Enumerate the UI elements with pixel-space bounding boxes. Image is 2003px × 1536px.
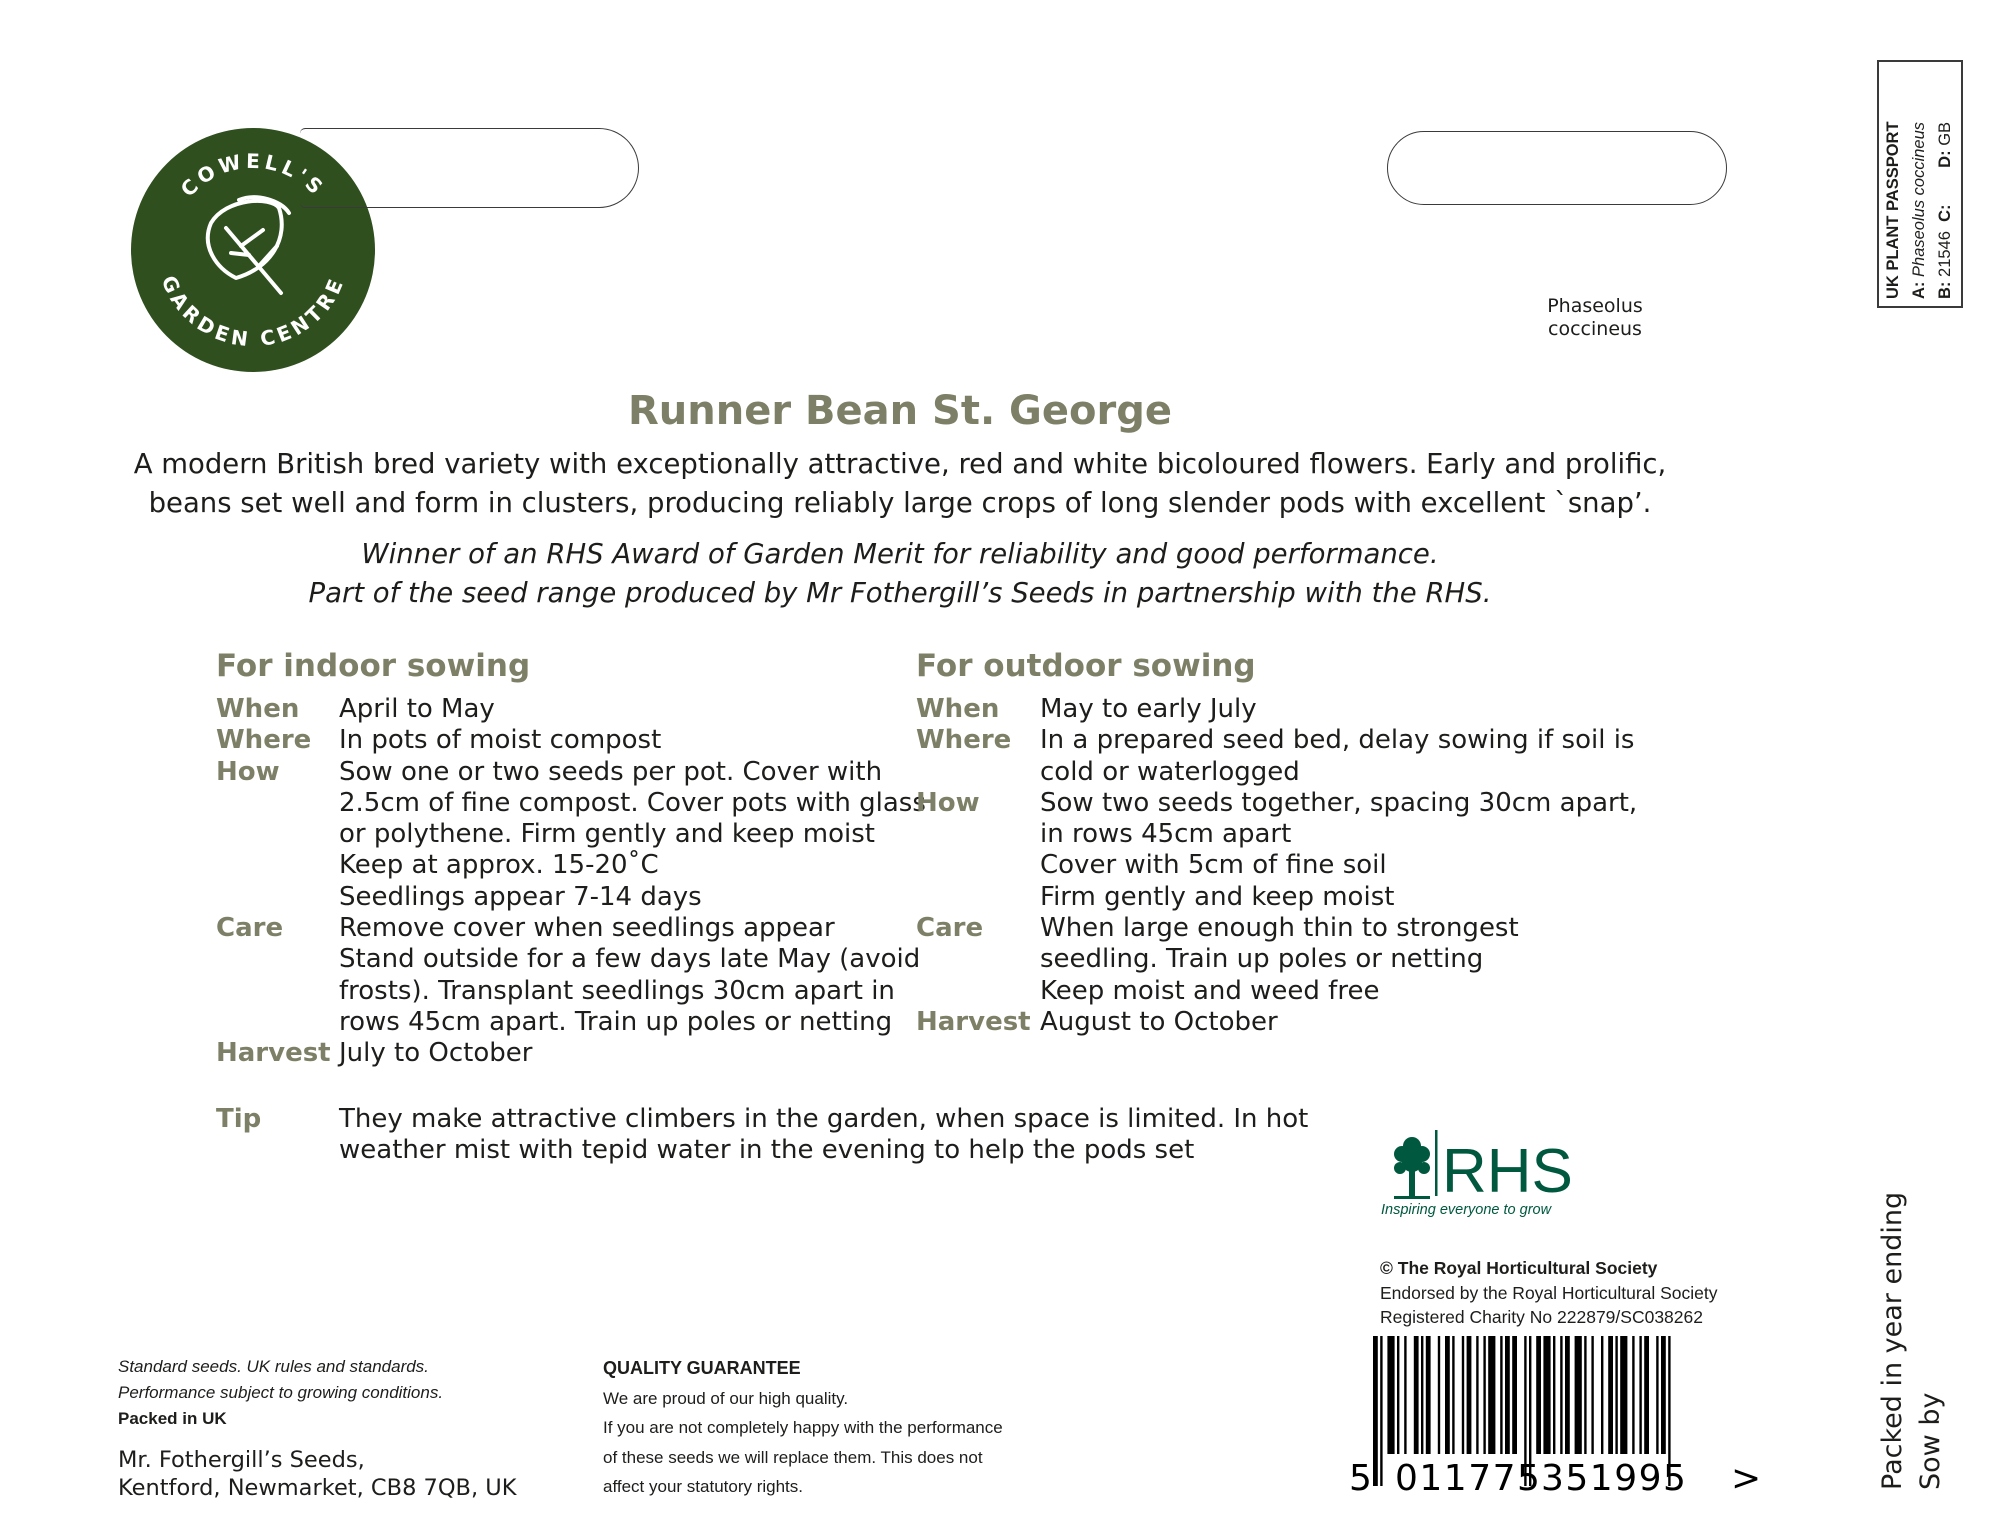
quality-line: If you are not completely happy with the performance	[603, 1418, 1003, 1437]
packed-in-year-ending: Packed in year ending	[1877, 1191, 1908, 1490]
award-text	[100, 535, 1700, 613]
barcode-bar	[1500, 1336, 1502, 1454]
barcode-bar	[1483, 1336, 1485, 1454]
barcode-bar	[1404, 1336, 1406, 1454]
row-text: Firm gently and keep moist	[1040, 881, 1395, 912]
outdoor-sowing-table	[916, 694, 1637, 1038]
award-line: Winner of an RHS Award of Garden Merit for reliability and good performance.	[361, 538, 1439, 570]
barcode-bar	[1620, 1336, 1627, 1454]
packed-in-uk: Packed in UK	[118, 1409, 227, 1428]
packet-window-left	[300, 128, 639, 208]
passport-a-value: Phaseolus coccineus	[1910, 121, 1928, 277]
company-address	[118, 1446, 517, 1502]
table-row	[916, 1007, 1637, 1038]
passport-c-label: C:	[1936, 204, 1954, 222]
tip-label: Tip	[216, 1104, 262, 1134]
seed-standards	[118, 1354, 443, 1432]
barcode-first-digit: 5	[1349, 1458, 1372, 1496]
rhs-endorsed: Endorsed by the Royal Horticultural Society	[1380, 1282, 1718, 1303]
row-text: frosts). Transplant seedlings 30cm apart in	[339, 975, 895, 1006]
row-text: Keep moist and weed free	[1040, 975, 1380, 1006]
row-label: Harvest	[216, 1038, 331, 1069]
barcode-bar	[1445, 1336, 1450, 1454]
rhs-copyright: © The Royal Horticultural Society	[1380, 1258, 1658, 1278]
row-text: In pots of moist compost	[339, 725, 662, 756]
row-text: Remove cover when seedlings appear	[339, 913, 835, 944]
row-text: May to early July	[1040, 694, 1257, 724]
barcode-bar	[1553, 1336, 1555, 1454]
botanical-genus: Phaseolus	[1547, 295, 1643, 317]
barcode-bar	[1488, 1336, 1495, 1454]
barcode-bar	[1373, 1336, 1378, 1486]
product-title: Runner Bean St. George	[627, 388, 1172, 434]
table-row	[216, 694, 926, 725]
product-description	[100, 445, 1700, 523]
tip-text: weather mist with tepid water in the evening to help the pods set	[339, 1135, 1195, 1166]
quality-line: of these seeds we will replace them. This does not	[603, 1447, 983, 1467]
row-text: rows 45cm apart. Train up poles or netting	[339, 1006, 893, 1037]
barcode-left-digits: 011775	[1395, 1458, 1542, 1496]
row-text: Sow one or two seeds per pot. Cover with	[339, 756, 883, 787]
barcode-bar	[1387, 1336, 1394, 1454]
row-text: In a prepared seed bed, delay sowing if soil is	[1040, 725, 1635, 756]
passport-d-value: GB	[1936, 121, 1954, 146]
barcode-bar	[1575, 1336, 1582, 1454]
logo-bottom-text: GARDEN CENTRE	[156, 271, 350, 352]
barcode-bar	[1380, 1336, 1382, 1486]
row-text: Seedlings appear 7-14 days	[339, 881, 702, 912]
rhs-tagline: Inspiring everyone to grow	[1381, 1202, 1552, 1218]
row-label: When	[916, 694, 1000, 724]
packet-window-right	[1387, 131, 1727, 205]
table-row	[916, 788, 1637, 913]
tip-text: They make attractive climbers in the garden, when space is limited. In hot	[339, 1104, 1309, 1134]
table-row	[916, 725, 1637, 788]
row-label: How	[216, 756, 280, 787]
barcode-bar	[1639, 1336, 1641, 1454]
row-label: When	[216, 694, 300, 724]
description-line: A modern British bred variety with exceptionally attractive, red and white bicoloured flowers. Early and prolific,	[133, 448, 1667, 480]
passport-d-label: D:	[1936, 150, 1954, 168]
barcode	[1343, 1336, 1763, 1496]
botanical-species: coccineus	[1548, 318, 1642, 340]
barcode-bar	[1476, 1336, 1478, 1454]
row-text: July to October	[339, 1038, 533, 1069]
barcode-bar	[1656, 1336, 1658, 1454]
barcode-bar	[1584, 1336, 1586, 1454]
row-text: Keep at approx. 15-20˚C	[339, 850, 659, 881]
row-label: How	[916, 787, 980, 818]
passport-a-label: A:	[1910, 281, 1928, 299]
table-row	[216, 725, 926, 756]
tip-section	[216, 1104, 1308, 1167]
indoor-sowing-table	[216, 694, 926, 1070]
passport-b-label: B:	[1936, 281, 1954, 299]
barcode-bar	[1467, 1336, 1472, 1454]
plant-passport	[1877, 60, 1963, 308]
barcode-bar	[1601, 1336, 1603, 1454]
sow-by: Sow by	[1915, 1392, 1946, 1490]
barcode-bar	[1512, 1336, 1517, 1454]
performance-text: Performance subject to growing conditions.	[118, 1383, 444, 1402]
table-row	[216, 913, 926, 1038]
address-line: Kentford, Newmarket, CB8 7QB, UK	[118, 1475, 517, 1501]
barcode-bar	[1462, 1336, 1464, 1454]
barcode-bar	[1661, 1336, 1666, 1454]
outdoor-sowing-heading: For outdoor sowing	[916, 648, 1256, 684]
address-line: Mr. Fothergill’s Seeds,	[118, 1447, 365, 1473]
barcode-bar	[1644, 1336, 1649, 1454]
rhs-logo-text: RHS	[1442, 1137, 1573, 1206]
table-row	[216, 757, 926, 913]
barcode-bar	[1591, 1336, 1593, 1454]
row-text: or polythene. Firm gently and keep moist	[339, 819, 875, 850]
row-text: August to October	[1040, 1006, 1278, 1037]
quality-line: affect your statutory rights.	[603, 1477, 803, 1496]
barcode-bar	[1414, 1336, 1419, 1454]
row-label: Care	[216, 913, 284, 944]
row-label: Where	[916, 725, 1012, 756]
barcode-end-mark: >	[1731, 1458, 1762, 1496]
barcode-bar	[1426, 1336, 1431, 1454]
row-label: Care	[916, 913, 984, 944]
table-row	[216, 1038, 926, 1069]
row-text: cold or waterlogged	[1040, 756, 1300, 787]
row-label: Where	[216, 725, 312, 756]
rhs-credits	[1380, 1256, 1718, 1330]
barcode-bar	[1615, 1336, 1617, 1454]
description-line: beans set well and form in clusters, producing reliably large crops of long slender pods with excellent `snap’.	[148, 487, 1652, 519]
barcode-bar	[1438, 1336, 1440, 1454]
passport-b-value: 21546	[1936, 231, 1954, 277]
award-line: Part of the seed range produced by Mr Fothergill’s Seeds in partnership with the RHS.	[308, 577, 1492, 609]
barcode-bar	[1505, 1336, 1510, 1454]
indoor-sowing-heading: For indoor sowing	[216, 648, 531, 684]
row-text: in rows 45cm apart	[1040, 819, 1292, 850]
row-text: Cover with 5cm of fine soil	[1040, 850, 1387, 881]
barcode-bar	[1565, 1336, 1570, 1454]
barcode-right-digits: 351995	[1541, 1458, 1688, 1496]
table-row	[216, 1104, 1308, 1167]
table-row	[916, 694, 1637, 725]
row-label: Harvest	[916, 1006, 1031, 1037]
barcode-bar	[1632, 1336, 1634, 1454]
barcode-bar	[1543, 1336, 1550, 1454]
barcode-bar	[1452, 1336, 1454, 1454]
passport-title: UK PLANT PASSPORT	[1884, 121, 1902, 299]
row-text: 2.5cm of fine compost. Cover pots with glass	[339, 787, 926, 818]
quality-heading: QUALITY GUARANTEE	[603, 1358, 801, 1378]
packed-date-box	[1862, 1191, 1962, 1490]
rhs-charity: Registered Charity No 222879/SC038262	[1380, 1307, 1703, 1327]
row-text: Stand outside for a few days late May (avoid	[339, 944, 921, 975]
botanical-name	[1520, 295, 1670, 341]
barcode-bar	[1536, 1336, 1541, 1454]
table-row	[916, 913, 1637, 1007]
standard-seeds-text: Standard seeds. UK rules and standards.	[118, 1357, 429, 1376]
row-text: April to May	[339, 694, 495, 724]
row-text: When large enough thin to strongest	[1040, 913, 1519, 944]
quality-guarantee	[603, 1354, 1003, 1502]
barcode-bar	[1397, 1336, 1399, 1454]
barcode-bar	[1560, 1336, 1562, 1454]
tree-icon	[1394, 1137, 1430, 1199]
row-text: Sow two seeds together, spacing 30cm apart,	[1040, 787, 1638, 818]
barcode-bar	[1421, 1336, 1423, 1454]
logo-top-text: COWELL'S	[175, 148, 331, 202]
quality-line: We are proud of our high quality.	[603, 1388, 849, 1408]
barcode-bar	[1608, 1336, 1613, 1454]
row-text: seedling. Train up poles or netting	[1040, 944, 1484, 975]
